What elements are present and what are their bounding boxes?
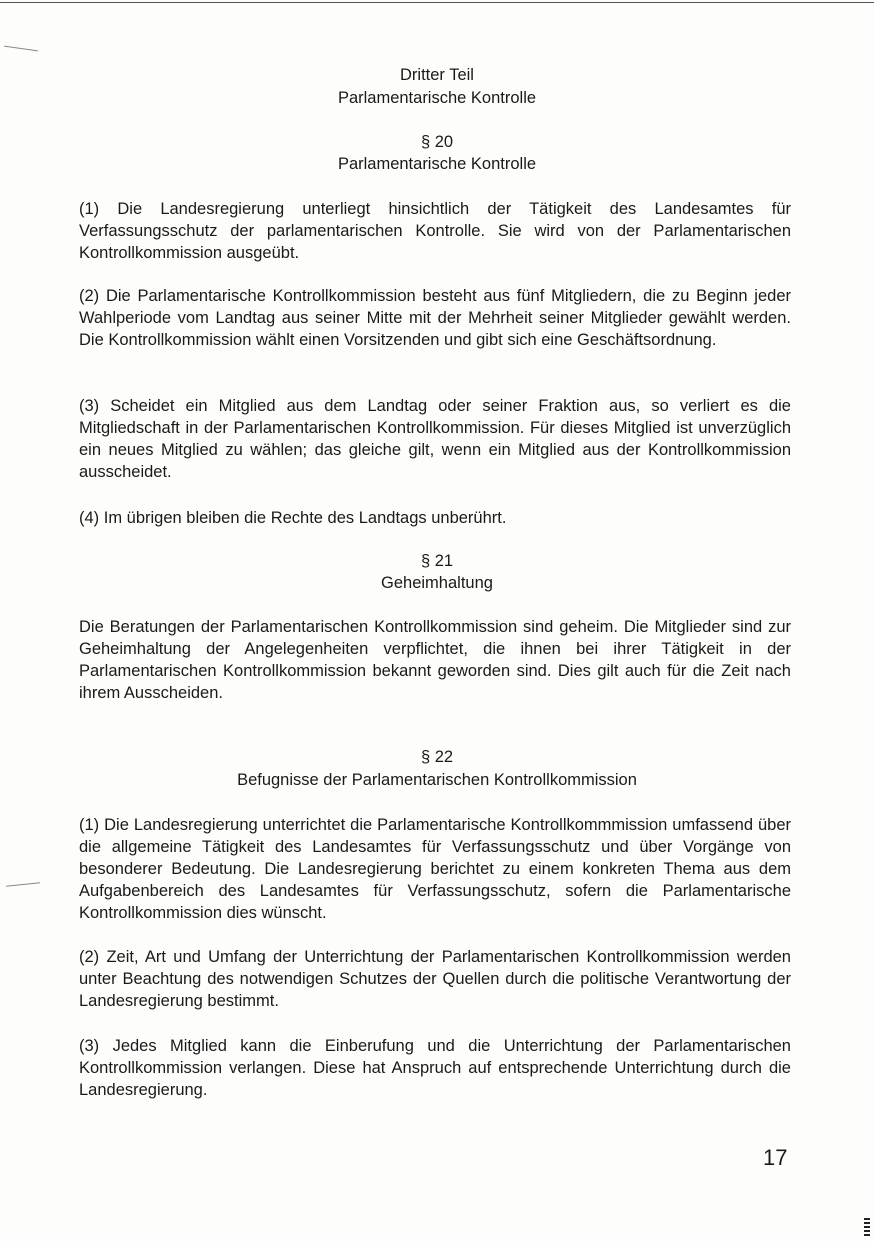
section-22-paragraph-3: (3) Jedes Mitglied kann die Einberufung und die Unterrichtung der Parlamentarischen Kontrollkommission verlangen. Diese hat Anspruch auf entsprechende Unterrichtung durch die Landesregierung. [79,1037,791,1099]
section-22-title: Befugnisse der Parlamentarischen Kontrollkommission [237,771,637,789]
section-22-number: § 22 [420,748,454,766]
section-20-number: § 20 [420,133,454,151]
section-22-paragraph-1: (1) Die Landesregierung unterrichtet die Parlamentarische Kontrollkommmission umfassend über die allgemeine Tätigkeit des Landesamtes für Verfassungsschutz und über Vorgänge von besonderer Bedeutung. Die Landesregierung berichtet zu einem konkreten Thema aus dem Aufgabenbereich des Landesamtes für Verfassungsschutz, sofern die Parlamentarische Kontrollkommission dies wünscht. [79,816,791,922]
section-22-paragraph-2: (2) Zeit, Art und Umfang der Unterrichtung der Parlamentarischen Kontrollkommission werden unter Beachtung des notwendigen Schutzes der Quellen durch die politische Verantwortung der Landesregierung bestimmt. [79,948,791,1010]
page-number: 17 [763,1145,788,1170]
section-20-paragraph-2: (2) Die Parlamentarische Kontrollkommission besteht aus fünf Mitgliedern, die zu Beginn jeder Wahlperiode vom Landtag aus seiner Mitte mit der Mehrheit seiner Mitglieder gewählt werden. Die Kontrollkommission wählt einen Vorsitzenden und gibt sich eine Geschäftsordnung. [79,287,791,349]
section-20-paragraph-1: (1) Die Landesregierung unterliegt hinsichtlich der Tätigkeit des Landesamtes für Verfassungsschutz der parlamentarischen Kontrolle. Sie wird von der Parlamentarischen Kontrollkommission ausgeübt. [79,200,791,262]
section-21-paragraph: Die Beratungen der Parlamentarischen Kontrollkommission sind geheim. Die Mitglieder sind zur Geheimhaltung der Angelegenheiten verpflichtet, die ihnen bei ihrer Tätigkeit in der Parlamentarischen Kontrollkommission bekannt geworden sind. Dies gilt auch für die Zeit nach ihrem Ausscheiden. [79,618,791,702]
scan-margin-mark [6,882,40,887]
part-title: Parlamentarische Kontrolle [337,89,537,107]
scan-margin-mark [4,46,38,52]
section-20-paragraph-4: (4) Im übrigen bleiben die Rechte des Landtags unberührt. [79,509,507,527]
section-21-number: § 21 [420,552,454,570]
scan-edge-line [0,2,874,3]
section-20-paragraph-3: (3) Scheidet ein Mitglied aus dem Landtag oder seiner Fraktion aus, so verliert es die Mitgliedschaft in der Parlamentarischen Kontrollkommission. Für dieses Mitglied ist unverzüglich ein neues Mitglied zu wählen; das gleiche gilt, wenn ein Mitglied aus der Kontrollkommission ausscheidet. [79,397,791,481]
section-21-title: Geheimhaltung [381,574,493,592]
part-label: Dritter Teil [400,66,474,84]
section-20-title: Parlamentarische Kontrolle [337,155,537,173]
scan-edge-marker [864,1218,870,1238]
